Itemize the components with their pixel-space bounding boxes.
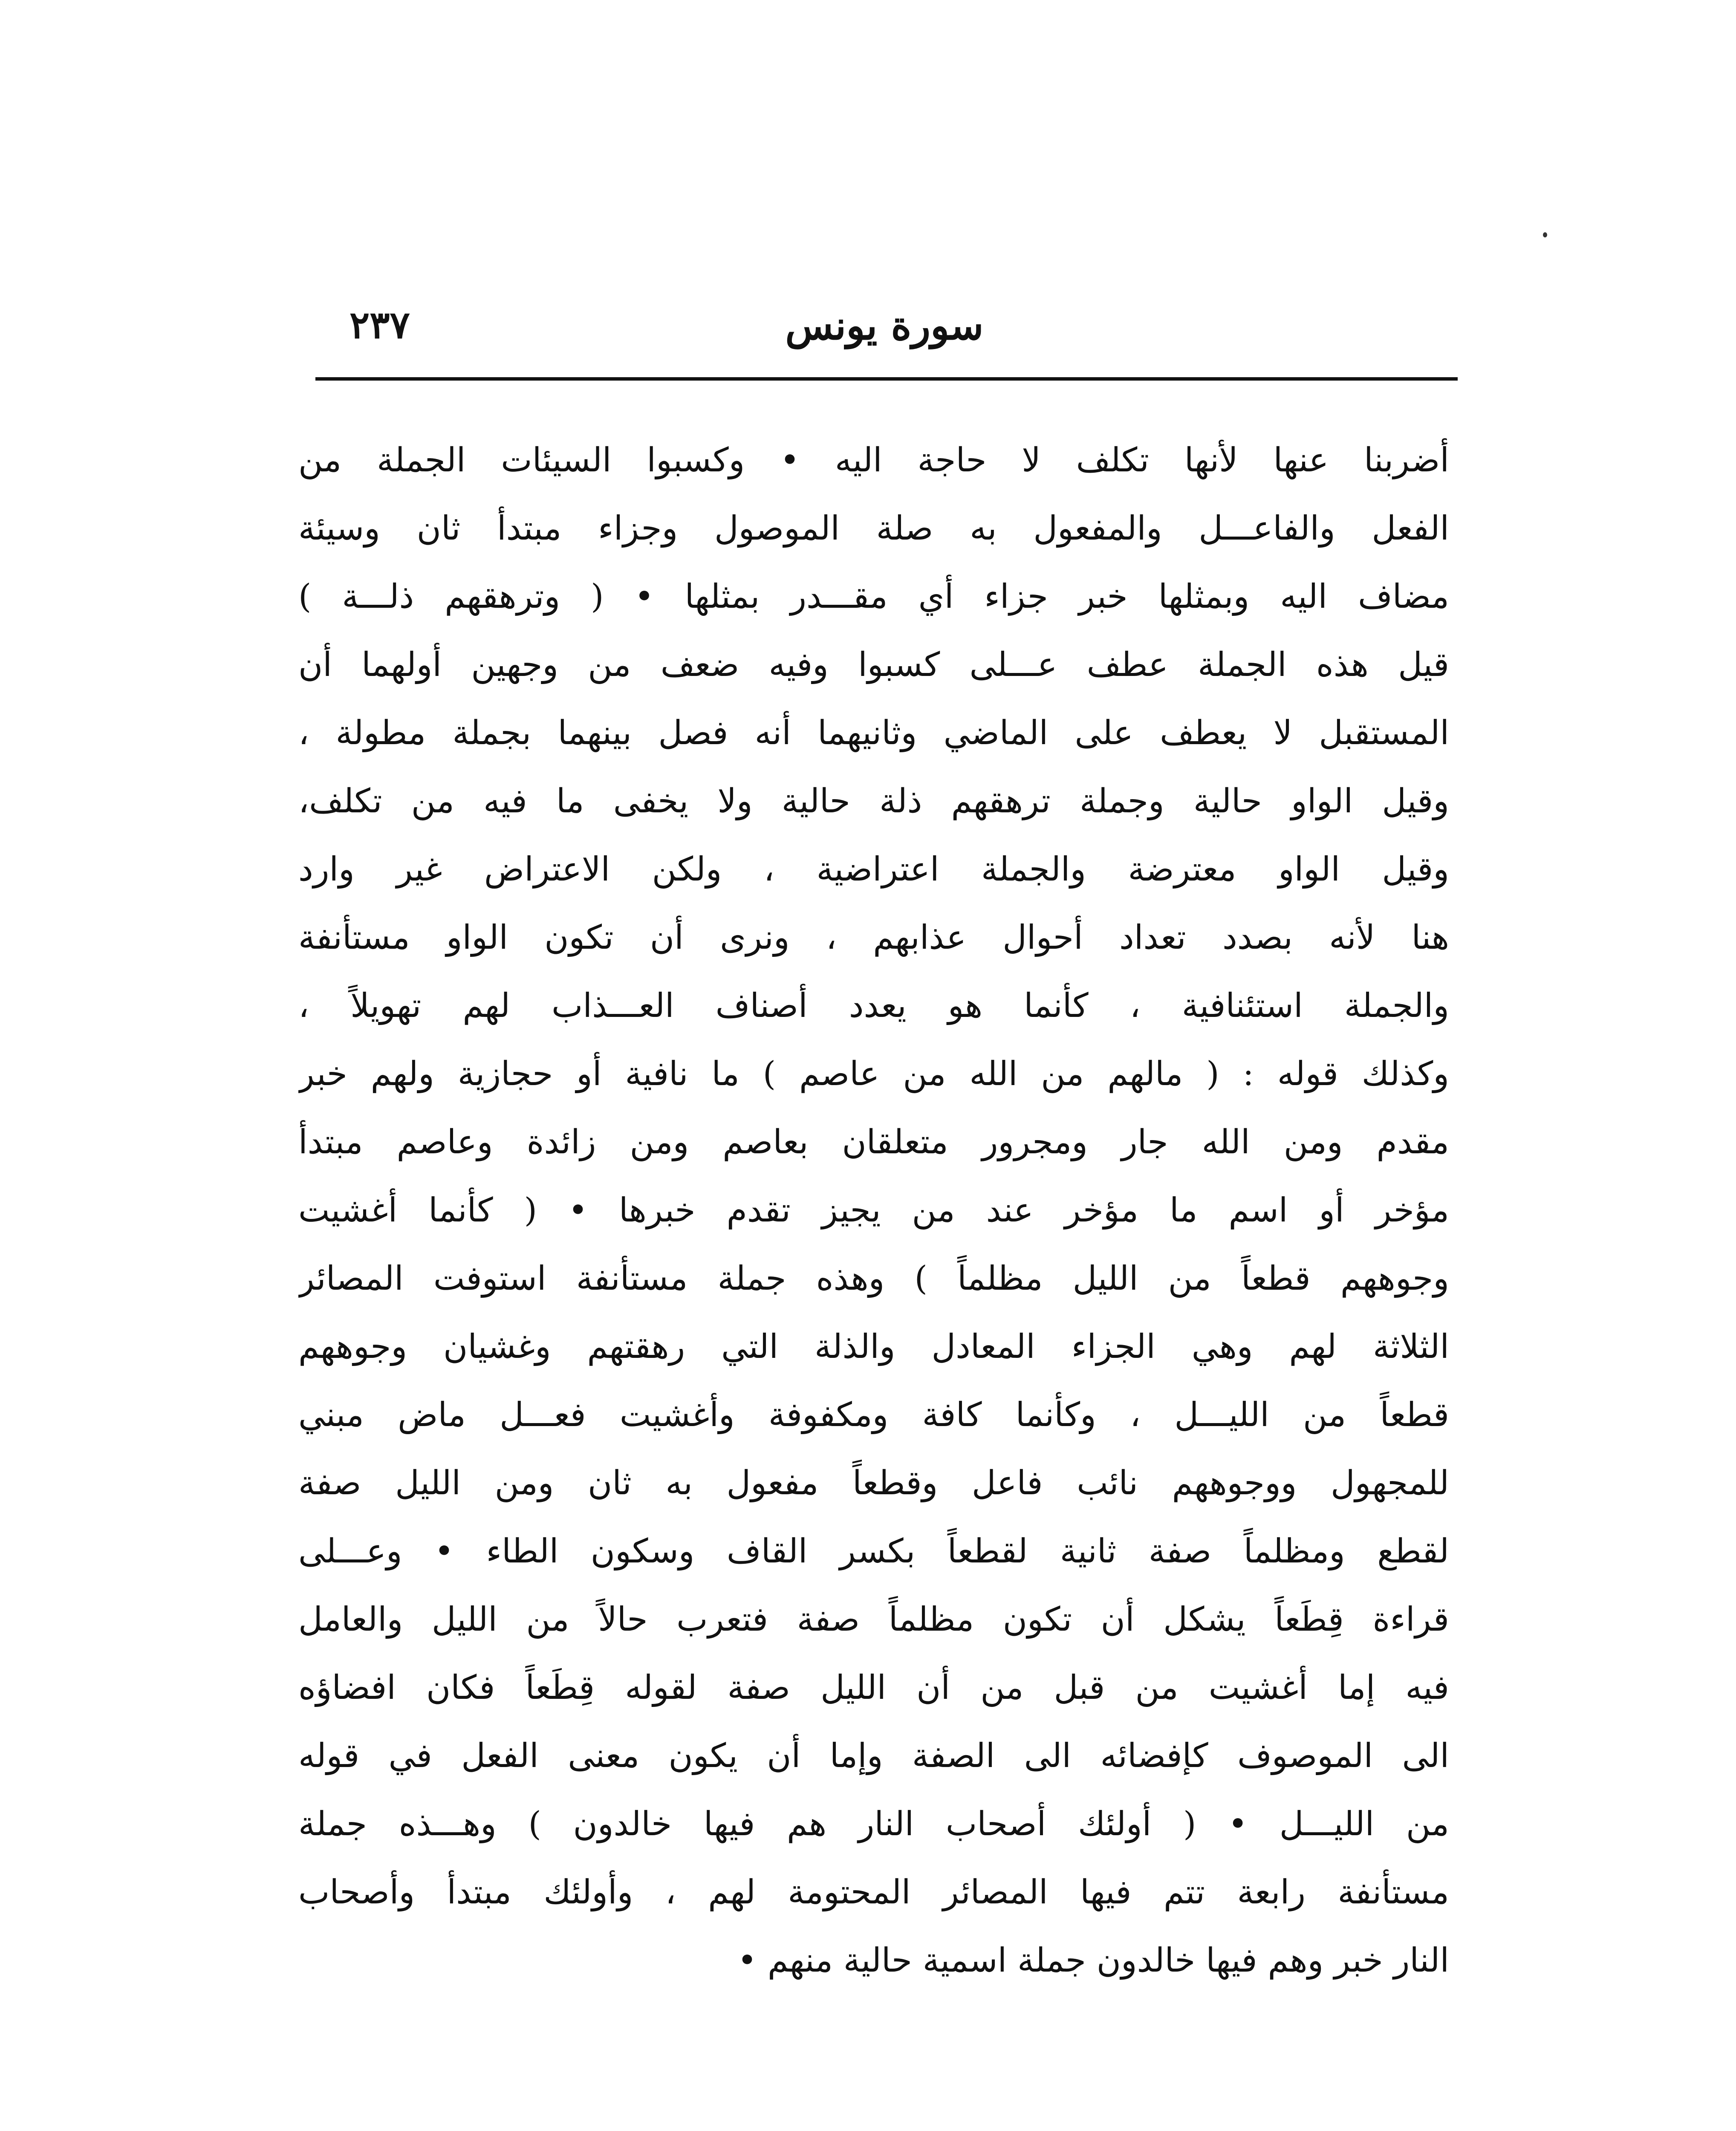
text-line: وجوههم قطعاً من الليل مظلماً ) وهذه جملة مستأنفة استوفت المصائر (298, 1259, 1449, 1298)
text-line: أضربنا عنها لأنها تكلف لا حاجة اليه • وكسبوا السيئات الجملة من (298, 441, 1449, 479)
text-line: قيل هذه الجملة عطف عـــلى كسبوا وفيه ضعف من وجهين أولهما أن (298, 646, 1449, 684)
header-divider (315, 377, 1458, 381)
page-title: سورة يونس (785, 303, 984, 349)
text-line: مستأنفة رابعة تتم فيها المصائر المحتومة لهم ، وأولئك مبتدأ وأصحاب (298, 1873, 1449, 1912)
text-line: والجملة استئنافية ، كأنما هو يعدد أصناف العـــذاب لهم تهويلاً ، (298, 987, 1449, 1025)
page-header (315, 294, 1453, 358)
text-line: وكذلك قوله : ( مالهم من الله من عاصم ) ما نافية أو حجازية ولهم خبر (298, 1055, 1449, 1093)
text-line: وقيل الواو معترضة والجملة اعتراضية ، ولكن الاعتراض غير وارد (298, 850, 1449, 889)
text-line: فيه إما أغشيت من قبل من أن الليل صفة لقوله قِطَعاً فكان افضاؤه (298, 1669, 1449, 1707)
text-line: مقدم ومن الله جار ومجرور متعلقان بعاصم ومن زائدة وعاصم مبتدأ (298, 1123, 1449, 1161)
text-line: هنا لأنه بصدد تعداد أحوال عذابهم ، ونرى أن تكون الواو مستأنفة (298, 918, 1449, 957)
text-line: من الليـــل • ( أولئك أصحاب النار هم فيها خالدون ) وهـــذه جملة (298, 1805, 1449, 1843)
text-line: الى الموصوف كإفضائه الى الصفة وإما أن يكون معنى الفعل في قوله (298, 1737, 1449, 1775)
text-line: للمجهول ووجوههم نائب فاعل وقطعاً مفعول به ثان ومن الليل صفة (298, 1464, 1449, 1502)
text-line: وقيل الواو حالية وجملة ترهقهم ذلة حالية ولا يخفى ما فيه من تكلف، (298, 782, 1449, 820)
text-line: النار خبر وهم فيها خالدون جملة اسمية حالية منهم • (737, 1941, 1449, 1980)
text-line: الفعل والفاعـــل والمفعول به صلة الموصول وجزاء مبتدأ ثان وسيئة (298, 509, 1449, 548)
scan-speck (1543, 232, 1547, 237)
body-text (298, 426, 1449, 1995)
text-line: مؤخر أو اسم ما مؤخر عند من يجيز تقدم خبرها • ( كأنما أغشيت (298, 1191, 1449, 1230)
text-line: قطعاً من الليـــل ، وكأنما كافة ومكفوفة وأغشيت فعـــل ماض مبني (298, 1396, 1449, 1434)
text-line: قراءة قِطَعاً يشكل أن تكون مظلماً صفة فتعرب حالاً من الليل والعامل (298, 1600, 1449, 1639)
page-number: ٢٣٧ (350, 303, 410, 347)
text-line: الثلاثة لهم وهي الجزاء المعادل والذلة التي رهقتهم وغشيان وجوههم (298, 1328, 1449, 1366)
text-line: مضاف اليه وبمثلها خبر جزاء أي مقـــدر بمثلها • ( وترهقهم ذلـــة ) (298, 578, 1449, 616)
text-line: المستقبل لا يعطف على الماضي وثانيهما أنه فصل بينهما بجملة مطولة ، (298, 714, 1449, 752)
text-line: لقطع ومظلماً صفة ثانية لقطعاً بكسر القاف وسكون الطاء • وعـــلى (298, 1532, 1449, 1571)
